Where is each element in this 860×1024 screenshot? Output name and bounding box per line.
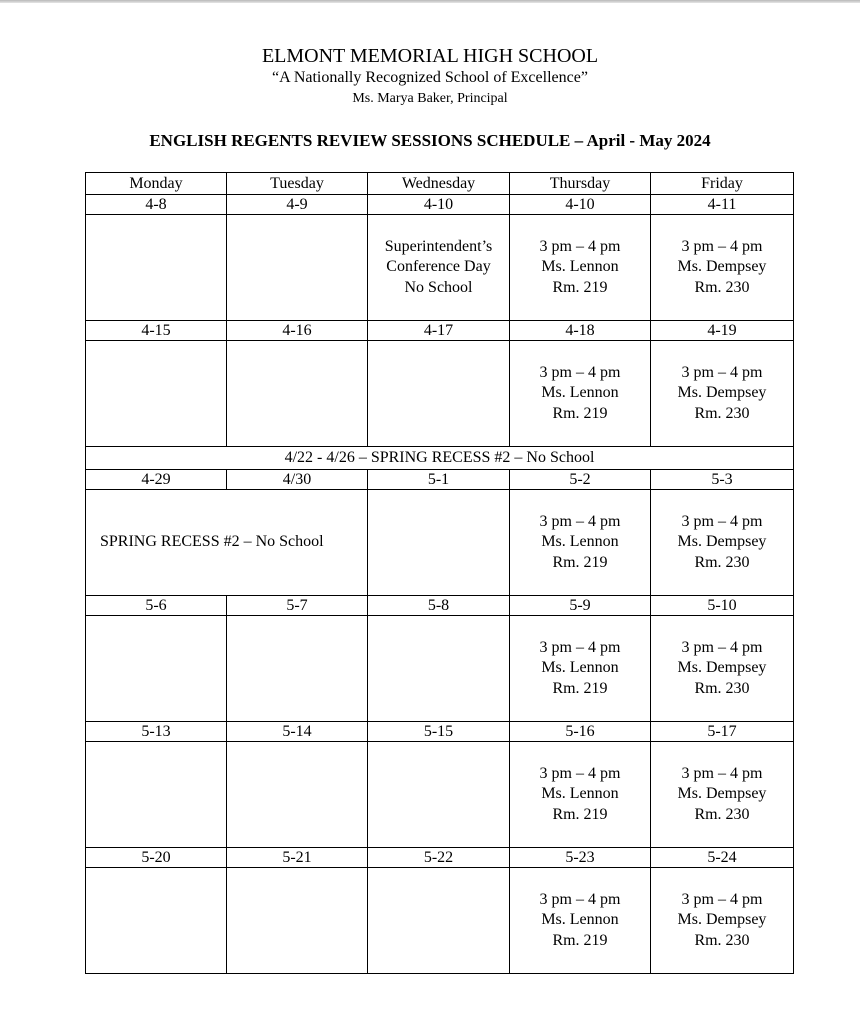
date-cell: 4-10 bbox=[368, 195, 510, 215]
schedule-title: ENGLISH REGENTS REVIEW SESSIONS SCHEDULE – April - May 2024 bbox=[149, 131, 711, 150]
date-cell: 4-29 bbox=[86, 470, 227, 490]
spring-recess-note: SPRING RECESS #2 – No School bbox=[86, 490, 368, 596]
day-header-row bbox=[86, 173, 794, 195]
friday-session: 3 pm – 4 pm Ms. Dempsey Rm. 230 bbox=[651, 215, 794, 321]
date-cell: 5-24 bbox=[651, 848, 794, 868]
day-header-wednesday: Wednesday bbox=[368, 173, 510, 195]
date-cell: 4-17 bbox=[368, 321, 510, 341]
date-cell: 4-19 bbox=[651, 321, 794, 341]
date-cell: 5-2 bbox=[510, 470, 651, 490]
date-cell: 5-23 bbox=[510, 848, 651, 868]
conference-day-note: Superintendent’s Conference Day No School bbox=[368, 215, 510, 321]
date-cell: 4-16 bbox=[227, 321, 368, 341]
empty-cell bbox=[368, 490, 510, 596]
date-cell: 5-8 bbox=[368, 596, 510, 616]
thursday-session: 3 pm – 4 pm Ms. Lennon Rm. 219 bbox=[510, 215, 651, 321]
date-cell: 5-14 bbox=[227, 722, 368, 742]
school-motto: “A Nationally Recognized School of Excellence” bbox=[272, 69, 588, 86]
date-cell: 4/30 bbox=[227, 470, 368, 490]
day-header-friday: Friday bbox=[651, 173, 794, 195]
recess-banner: 4/22 - 4/26 – SPRING RECESS #2 – No School bbox=[86, 447, 794, 470]
day-header-thursday: Thursday bbox=[510, 173, 651, 195]
day-header-monday: Monday bbox=[86, 173, 227, 195]
date-cell: 5-10 bbox=[651, 596, 794, 616]
session-row bbox=[86, 215, 794, 321]
schedule-table bbox=[85, 172, 794, 974]
empty-cell bbox=[86, 616, 227, 722]
date-row bbox=[86, 470, 794, 490]
principal-name: Ms. Marya Baker, Principal bbox=[352, 91, 508, 106]
thursday-session: 3 pm – 4 pm Ms. Lennon Rm. 219 bbox=[510, 341, 651, 447]
date-cell: 5-21 bbox=[227, 848, 368, 868]
date-row bbox=[86, 848, 794, 868]
empty-cell bbox=[227, 215, 368, 321]
date-cell: 5-1 bbox=[368, 470, 510, 490]
date-cell: 4-9 bbox=[227, 195, 368, 215]
empty-cell bbox=[368, 616, 510, 722]
date-cell: 4-10 bbox=[510, 195, 651, 215]
date-cell: 5-16 bbox=[510, 722, 651, 742]
recess-banner-row bbox=[86, 447, 794, 470]
empty-cell bbox=[227, 742, 368, 848]
top-border bbox=[0, 0, 860, 3]
date-cell: 5-7 bbox=[227, 596, 368, 616]
date-cell: 5-3 bbox=[651, 470, 794, 490]
thursday-session: 3 pm – 4 pm Ms. Lennon Rm. 219 bbox=[510, 742, 651, 848]
thursday-session: 3 pm – 4 pm Ms. Lennon Rm. 219 bbox=[510, 616, 651, 722]
session-row bbox=[86, 742, 794, 848]
empty-cell bbox=[227, 868, 368, 974]
friday-session: 3 pm – 4 pm Ms. Dempsey Rm. 230 bbox=[651, 742, 794, 848]
empty-cell bbox=[86, 341, 227, 447]
date-cell: 4-11 bbox=[651, 195, 794, 215]
empty-cell bbox=[227, 616, 368, 722]
school-name: ELMONT MEMORIAL HIGH SCHOOL bbox=[261, 45, 599, 67]
date-row bbox=[86, 722, 794, 742]
empty-cell bbox=[86, 215, 227, 321]
date-row bbox=[86, 596, 794, 616]
day-header-tuesday: Tuesday bbox=[227, 173, 368, 195]
friday-session: 3 pm – 4 pm Ms. Dempsey Rm. 230 bbox=[651, 490, 794, 596]
date-cell: 5-20 bbox=[86, 848, 227, 868]
date-cell: 4-18 bbox=[510, 321, 651, 341]
session-row bbox=[86, 490, 794, 596]
date-cell: 4-8 bbox=[86, 195, 227, 215]
friday-session: 3 pm – 4 pm Ms. Dempsey Rm. 230 bbox=[651, 341, 794, 447]
date-cell: 5-15 bbox=[368, 722, 510, 742]
session-row bbox=[86, 616, 794, 722]
empty-cell bbox=[368, 868, 510, 974]
date-cell: 5-13 bbox=[86, 722, 227, 742]
empty-cell bbox=[368, 742, 510, 848]
empty-cell bbox=[227, 341, 368, 447]
empty-cell bbox=[368, 341, 510, 447]
session-row bbox=[86, 868, 794, 974]
date-cell: 5-22 bbox=[368, 848, 510, 868]
date-cell: 4-15 bbox=[86, 321, 227, 341]
session-row bbox=[86, 341, 794, 447]
thursday-session: 3 pm – 4 pm Ms. Lennon Rm. 219 bbox=[510, 868, 651, 974]
date-cell: 5-17 bbox=[651, 722, 794, 742]
thursday-session: 3 pm – 4 pm Ms. Lennon Rm. 219 bbox=[510, 490, 651, 596]
friday-session: 3 pm – 4 pm Ms. Dempsey Rm. 230 bbox=[651, 868, 794, 974]
empty-cell bbox=[86, 868, 227, 974]
date-row bbox=[86, 321, 794, 341]
date-cell: 5-9 bbox=[510, 596, 651, 616]
date-row bbox=[86, 195, 794, 215]
date-cell: 5-6 bbox=[86, 596, 227, 616]
empty-cell bbox=[86, 742, 227, 848]
friday-session: 3 pm – 4 pm Ms. Dempsey Rm. 230 bbox=[651, 616, 794, 722]
